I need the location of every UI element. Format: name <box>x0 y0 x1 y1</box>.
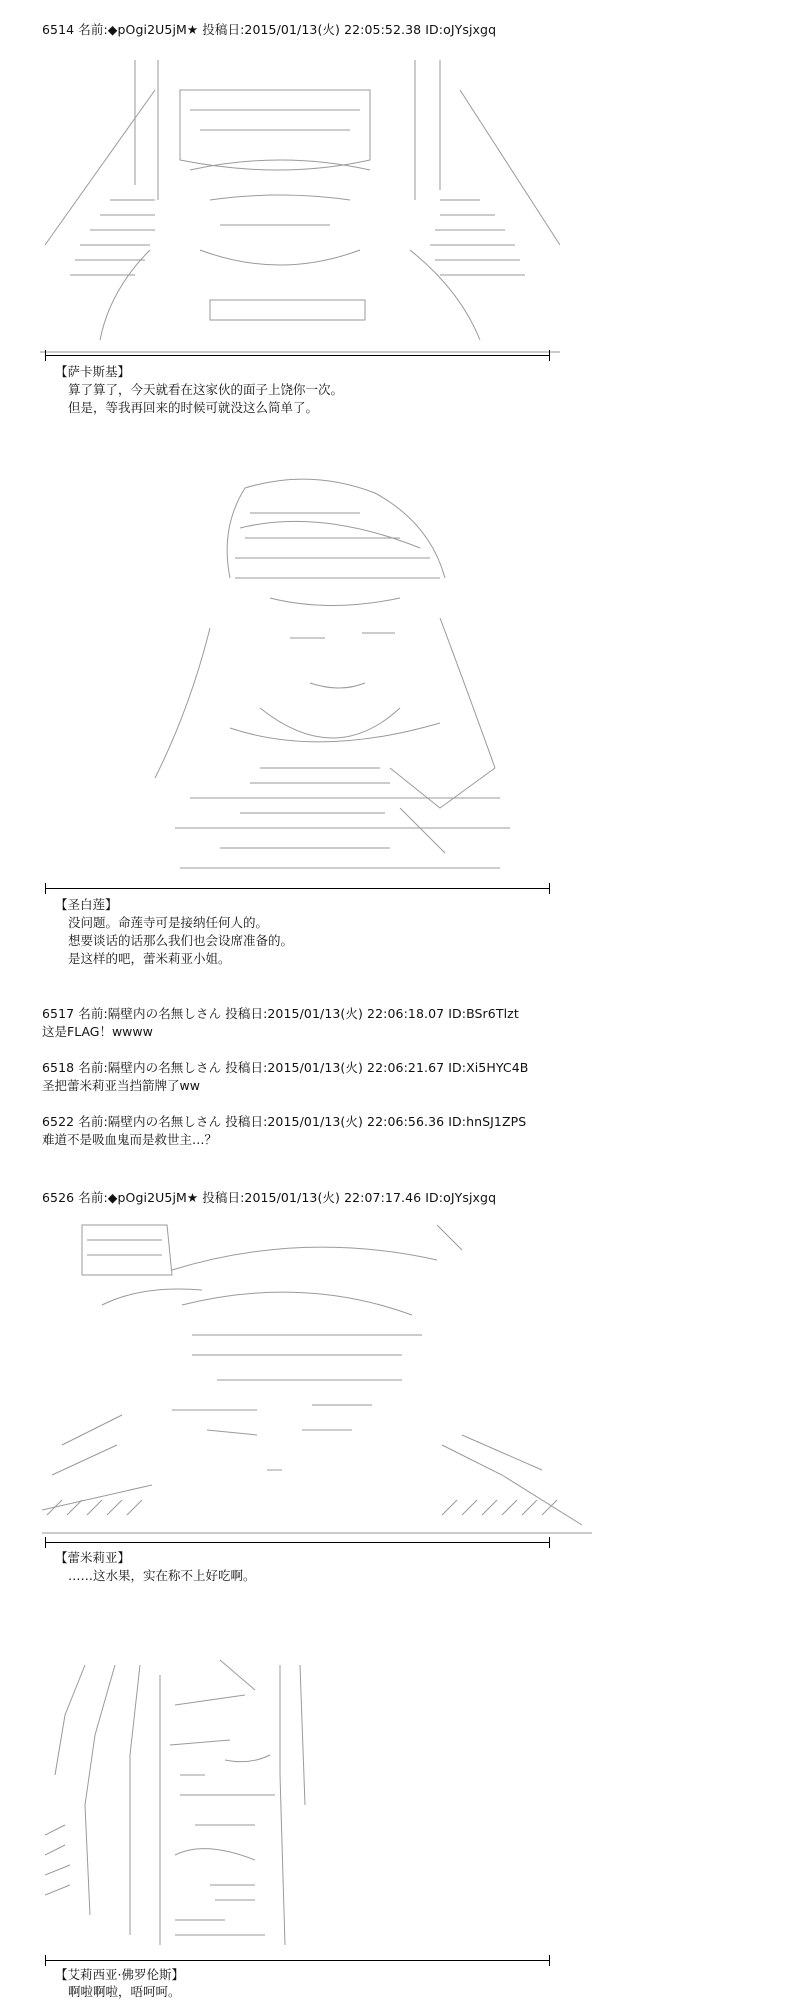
dialogue-line: ……这水果，实在称不上好吃啊。 <box>68 1568 256 1583</box>
reply-text: 难道不是吸血鬼而是救世主…？ <box>42 1132 218 1147</box>
post-header: 6518 名前:隔壁内の名無しさん 投稿日:2015/01/13(火) 22:06:21.67 ID:Xi5HYC4B <box>42 1060 529 1075</box>
dialogue-line: 啊啦啊啦，唔呵呵。 <box>68 1984 181 1999</box>
speaker-name: 【萨卡斯基】 <box>55 364 131 379</box>
dialogue-line: 没问题。命莲寺可是接纳任何人的。 <box>68 915 269 930</box>
speaker-name: 【圣白莲】 <box>55 897 118 912</box>
post-header: 6526 名前:◆pOgi2U5jM★ 投稿日:2015/01/13(火) 22:07:17.46 ID:oJYsjxgq <box>42 1190 497 1205</box>
ascii-art-remilia <box>42 1215 592 1540</box>
separator-line <box>45 1542 550 1543</box>
ascii-art-byakuren <box>100 468 520 888</box>
reply-text: 这是FLAG！wwww <box>42 1024 153 1039</box>
speaker-name: 【艾莉西亚·佛罗伦斯】 <box>55 1967 184 1982</box>
separator-line <box>45 1960 550 1961</box>
ascii-art-akainu <box>40 50 560 355</box>
separator-line <box>45 888 550 889</box>
post-header: 6522 名前:隔壁内の名無しさん 投稿日:2015/01/13(火) 22:06:56.36 ID:hnSJ1ZPS <box>42 1114 527 1129</box>
post-header: 6517 名前:隔壁内の名無しさん 投稿日:2015/01/13(火) 22:06:18.07 ID:BSr6Tlzt <box>42 1006 519 1021</box>
dialogue-line: 想要谈话的话那么我们也会设席准备的。 <box>68 933 294 948</box>
post-header: 6514 名前:◆pOgi2U5jM★ 投稿日:2015/01/13(火) 22:05:52.38 ID:oJYsjxgq <box>42 22 497 37</box>
dialogue-line: 算了算了，今天就看在这家伙的面子上饶你一次。 <box>68 382 344 397</box>
dialogue-line: 是这样的吧，蕾米莉亚小姐。 <box>68 951 231 966</box>
separator-line <box>45 355 550 356</box>
ascii-art-alicia <box>45 1655 375 1950</box>
reply-text: 圣把蕾米莉亚当挡箭牌了ww <box>42 1078 200 1093</box>
dialogue-line: 但是，等我再回来的时候可就没这么简单了。 <box>68 400 319 415</box>
speaker-name: 【蕾米莉亚】 <box>55 1550 131 1565</box>
